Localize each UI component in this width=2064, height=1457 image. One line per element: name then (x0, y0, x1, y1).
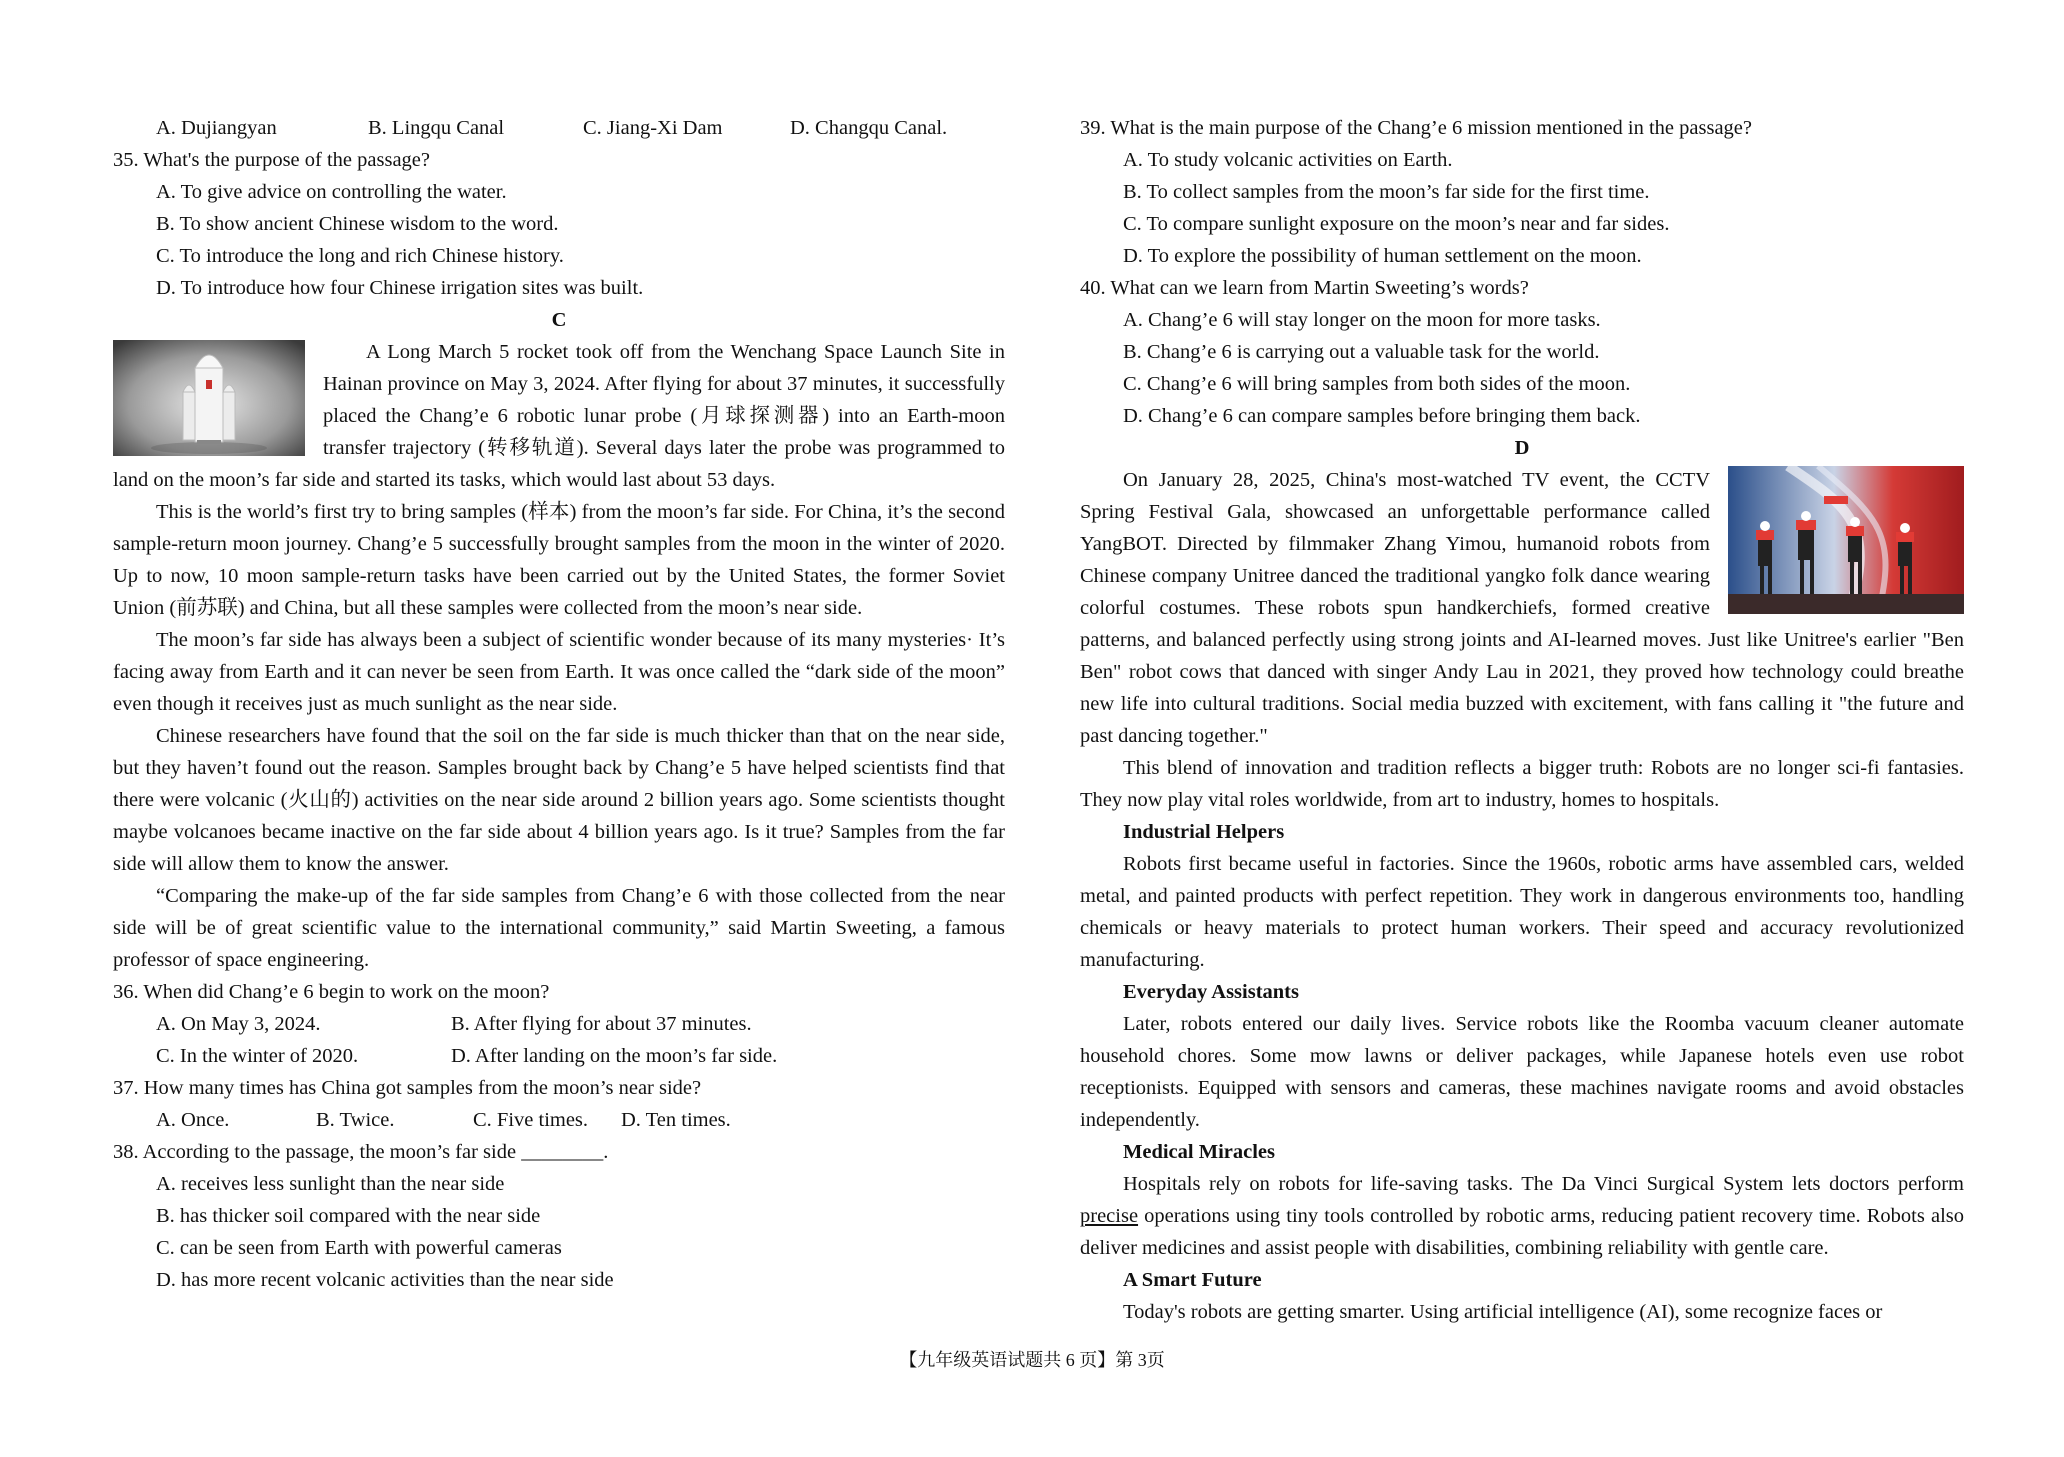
section-c-heading: C (551, 309, 567, 331)
question-39: 39. What is the main purpose of the Chang’e 6 mission mentioned in the passage? (1080, 117, 1752, 139)
option: C. can be seen from Earth with powerful cameras (156, 1237, 562, 1259)
option: C. Chang’e 6 will bring samples from both sides of the moon. (1123, 373, 1631, 395)
option: D. Chang’e 6 can compare samples before bringing them back. (1123, 405, 1641, 427)
option: A. To give advice on controlling the water. (156, 181, 507, 203)
option: D. After landing on the moon’s far side. (451, 1045, 778, 1067)
question-36: 36. When did Chang’e 6 begin to work on the moon? (113, 981, 550, 1003)
option: B. Chang’e 6 is carrying out a valuable task for the world. (1123, 341, 1600, 363)
option: A. receives less sunlight than the near side (156, 1173, 505, 1195)
option: C. To introduce the long and rich Chinese history. (156, 245, 564, 267)
page-footer: 【九年级英语试题共 6 页】第 3页 (899, 1350, 1165, 1370)
q36-options-row (113, 1008, 1005, 1040)
paragraph: This is the world’s first try to bring samples (样本) from the moon’s far side. For China, it’s the second sample-return moon journey. Chang’e 5 successfully brought samples from the moon in the winter of 2020. Up to now, 10 moon sample-return tasks have been carried out by the United States, the former Soviet Union (前苏联) and China, but all these samples were collected from the moon’s near side. (113, 501, 1005, 619)
text-segment: operations using tiny tools controlled by robotic arms, reducing patient recovery time. Robots also deliver medicines and assist people with disabilities, combining reliability with gentle care. (1080, 1205, 1964, 1259)
paragraph: Chinese researchers have found that the soil on the far side is much thicker than that on the near side, but they haven’t found out the reason. Samples brought back by Chang’e 5 have helped scientists find that there were volcanic (火山的) activities on the near side around 2 billion years ago. Some scientists thought maybe volcanoes became inactive on the far side about 4 billion years ago. Is it true? Samples from the far side will allow them to know the answer. (113, 725, 1005, 875)
question-37: 37. How many times has China got samples from the moon’s near side? (113, 1077, 702, 1099)
subheading-medical: Medical Miracles (1123, 1141, 1275, 1163)
left-column (113, 112, 1005, 1296)
option: B. has thicker soil compared with the near side (156, 1205, 541, 1227)
paragraph: The moon’s far side has always been a subject of scientific wonder because of its many mysteries· It’s facing away from Earth and it can never be seen from Earth. It was once called the “dark side of the moon” even though it receives just as much sunlight as the near side. (113, 629, 1005, 715)
paragraph: Today's robots are getting smarter. Using artificial intelligence (AI), some recognize faces or (1123, 1301, 1883, 1323)
text-segment: Hospitals rely on robots for life-saving tasks. The Da Vinci Surgical System lets doctors perform (1123, 1173, 1964, 1195)
option: C. To compare sunlight exposure on the moon’s near and far sides. (1123, 213, 1670, 235)
q37-options (113, 1104, 1005, 1136)
paragraph: A Long March 5 rocket took off from the Wenchang Space Launch Site in Hainan province on May 3, 2024. After flying for about 37 minutes, it successfully placed the Chang’e 6 robotic lunar probe (月球探测器) into an Earth-moon transfer trajectory (转移轨道). Several days later the probe was programmed to land on the moon’s far side and started its tasks, which would last about 53 days. (113, 341, 1005, 491)
subheading-everyday: Everyday Assistants (1123, 981, 1299, 1003)
question-35: 35. What's the purpose of the passage? (113, 149, 430, 171)
option: B. Twice. (316, 1109, 395, 1131)
question-38: 38. According to the passage, the moon’s far side ________. (113, 1141, 609, 1163)
option: B. Lingqu Canal (368, 117, 505, 139)
option: C. Five times. (473, 1109, 589, 1131)
option: A. On May 3, 2024. (156, 1013, 321, 1035)
option: A. To study volcanic activities on Earth. (1123, 149, 1453, 171)
dancing-robots-photo-icon (1728, 466, 1964, 614)
rocket-illustration-icon (113, 340, 305, 456)
subheading-future: A Smart Future (1123, 1269, 1262, 1291)
paragraph: Later, robots entered our daily lives. Service robots like the Roomba vacuum cleaner automate household chores. Some mow lawns or deliver packages, while Japanese hotels even use robot receptionists. Equipped with sensors and cameras, these machines navigate rooms and avoid obstacles independently. (1080, 1013, 1964, 1131)
paragraph: On January 28, 2025, China's most-watched TV event, the CCTV Spring Festival Gala, showcased an unforgettable performance called YangBOT. Directed by filmmaker Zhang Yimou, humanoid robots from Chinese company Unitree danced the traditional yangko folk dance wearing colorful costumes. These robots spun handkerchiefs, formed creative patterns, and balanced perfectly using strong joints and AI-learned moves. Just like Unitree's earlier "Ben Ben" robot cows that danced with singer Andy Lau in 2021, they proved how technology could breathe new life into cultural traditions. Social media buzzed with excitement, with fans calling it "the future and past dancing together." (1080, 469, 1964, 747)
q34-options (113, 112, 1005, 144)
paragraph (1080, 1168, 1964, 1264)
option: B. To collect samples from the moon’s far side for the first time. (1123, 181, 1650, 203)
option: A. Dujiangyan (156, 117, 277, 139)
option: A. Once. (156, 1109, 230, 1131)
option: D. To explore the possibility of human settlement on the moon. (1123, 245, 1642, 267)
option: B. To show ancient Chinese wisdom to the word. (156, 213, 559, 235)
question-40: 40. What can we learn from Martin Sweeting’s words? (1080, 277, 1529, 299)
option: D. Ten times. (621, 1109, 731, 1131)
right-column (1080, 112, 1964, 1328)
option: C. Jiang-Xi Dam (583, 117, 723, 139)
option: A. Chang’e 6 will stay longer on the moon for more tasks. (1123, 309, 1601, 331)
option: D. Changqu Canal. (790, 117, 948, 139)
option: D. has more recent volcanic activities than the near side (156, 1269, 614, 1291)
option: D. To introduce how four Chinese irrigation sites was built. (156, 277, 644, 299)
underlined-word: precise (1080, 1205, 1139, 1227)
paragraph: “Comparing the make-up of the far side samples from Chang’e 6 with those collected from the near side will be of great scientific value to the international community,” said Martin Sweeting, a famous professor of space engineering. (113, 885, 1005, 971)
option: C. In the winter of 2020. (156, 1045, 359, 1067)
paragraph: Robots first became useful in factories. Since the 1960s, robotic arms have assembled cars, welded metal, and painted products with perfect repetition. They work in dangerous environments too, handling chemicals or heavy materials to protect human workers. Their speed and accuracy revolutionized manufacturing. (1080, 853, 1964, 971)
paragraph: This blend of innovation and tradition reflects a bigger truth: Robots are no longer sci-fi fantasies. They now play vital roles worldwide, from art to industry, homes to hospitals. (1080, 757, 1964, 811)
option: B. After flying for about 37 minutes. (451, 1013, 752, 1035)
subheading-industrial: Industrial Helpers (1123, 821, 1285, 843)
section-d-heading: D (1514, 437, 1530, 459)
q36-options-row (113, 1040, 1005, 1072)
